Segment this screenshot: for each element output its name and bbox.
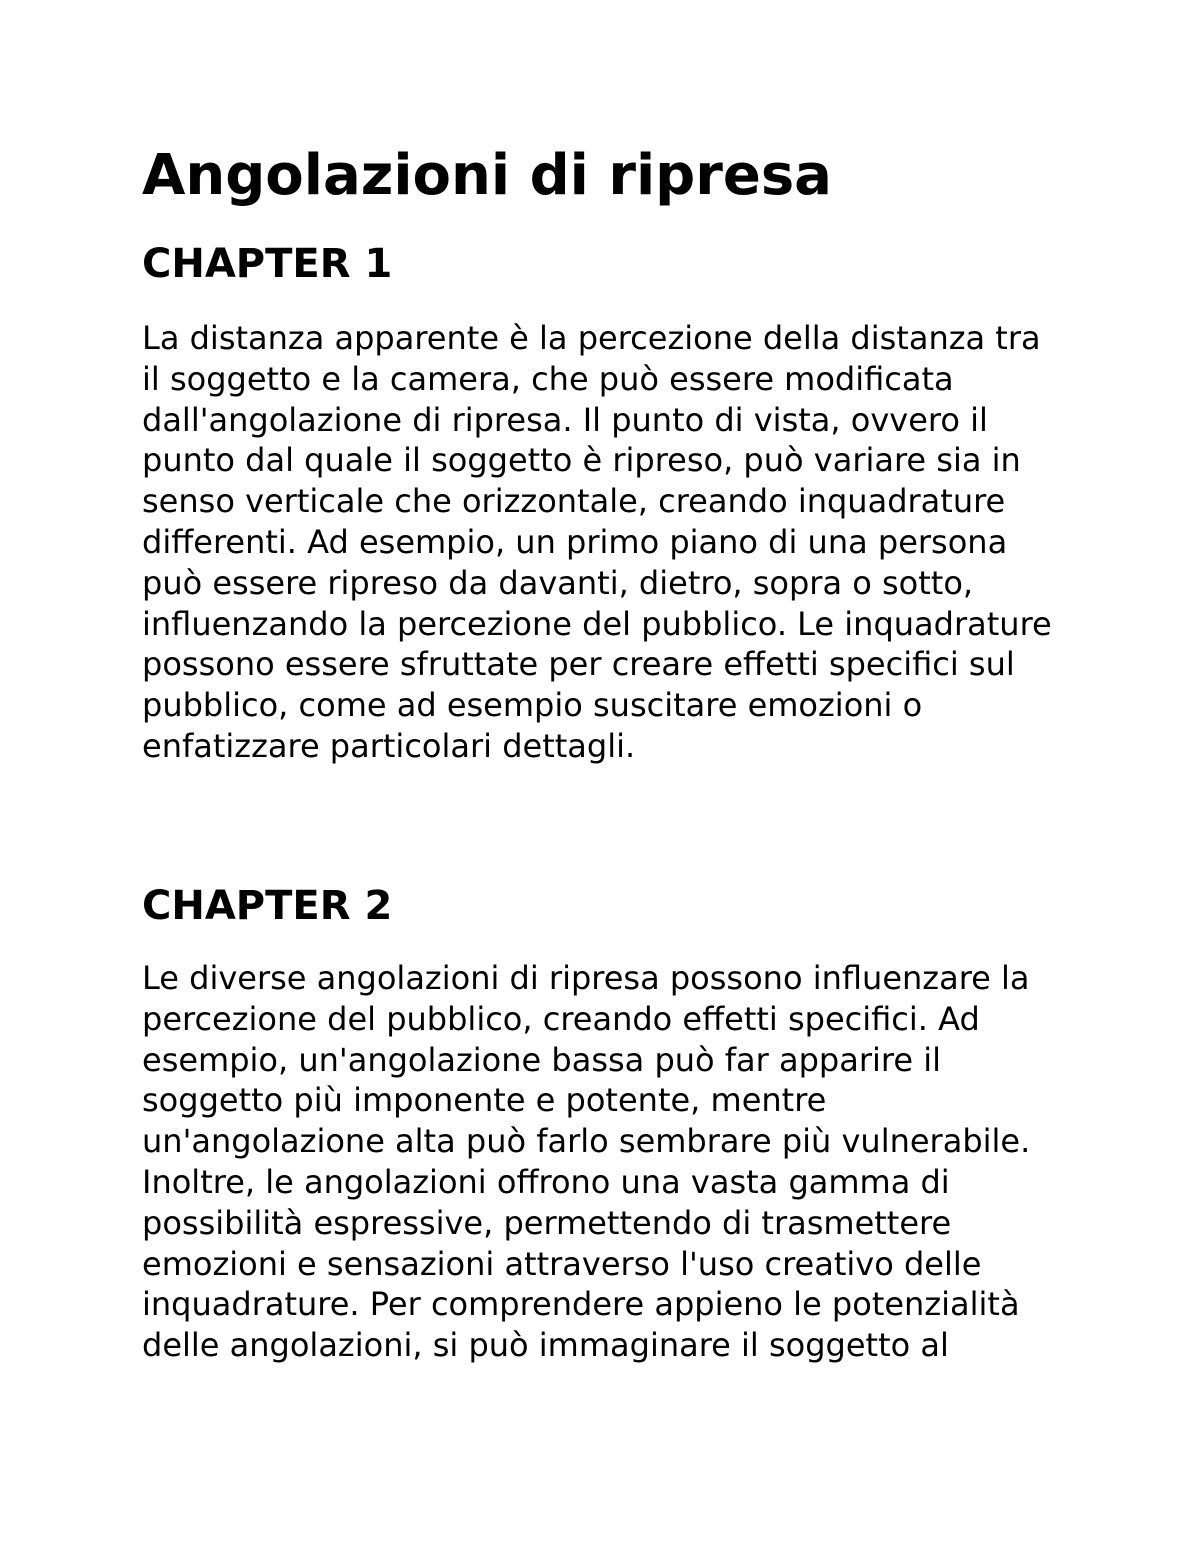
- chapter-2-paragraph: Le diverse angolazioni di ripresa possono influenzare la percezione del pubblico, creando effetti specifici. Ad esempio, un'angolazione bassa può far apparire il soggetto più imponente e potente, mentre un'angolazione alta può farlo sembrare più vulnerabile. Inoltre, le angolazioni offrono una vasta gamma di possibilità espressive, permettendo di trasmettere emozioni e sensazioni attraverso l'uso creativo delle inquadrature. Per comprendere appieno le potenzialità delle angolazioni, si può immaginare il soggetto al: [142, 959, 1031, 1365]
- chapter-1-paragraph: La distanza apparente è la percezione della distanza tra il soggetto e la camera, che può essere modificata dall'angolazione di ripresa. Il punto di vista, ovvero il punto dal quale il soggetto è ripreso, può variare sia in senso verticale che orizzontale, creando inquadrature differenti. Ad esempio, un primo piano di una persona può essere ripreso da davanti, dietro, sopra o sotto, influenzando la percezione del pubblico. Le inquadrature possono essere sfruttate per creare effetti specifici sul pubblico, come ad esempio suscitare emozioni o enfatizzare particolari dettagli.: [142, 319, 1052, 765]
- document-title: Angolazioni di ripresa: [142, 143, 832, 208]
- chapter-1-heading: CHAPTER 1: [142, 241, 393, 287]
- chapter-2-heading: CHAPTER 2: [142, 883, 393, 929]
